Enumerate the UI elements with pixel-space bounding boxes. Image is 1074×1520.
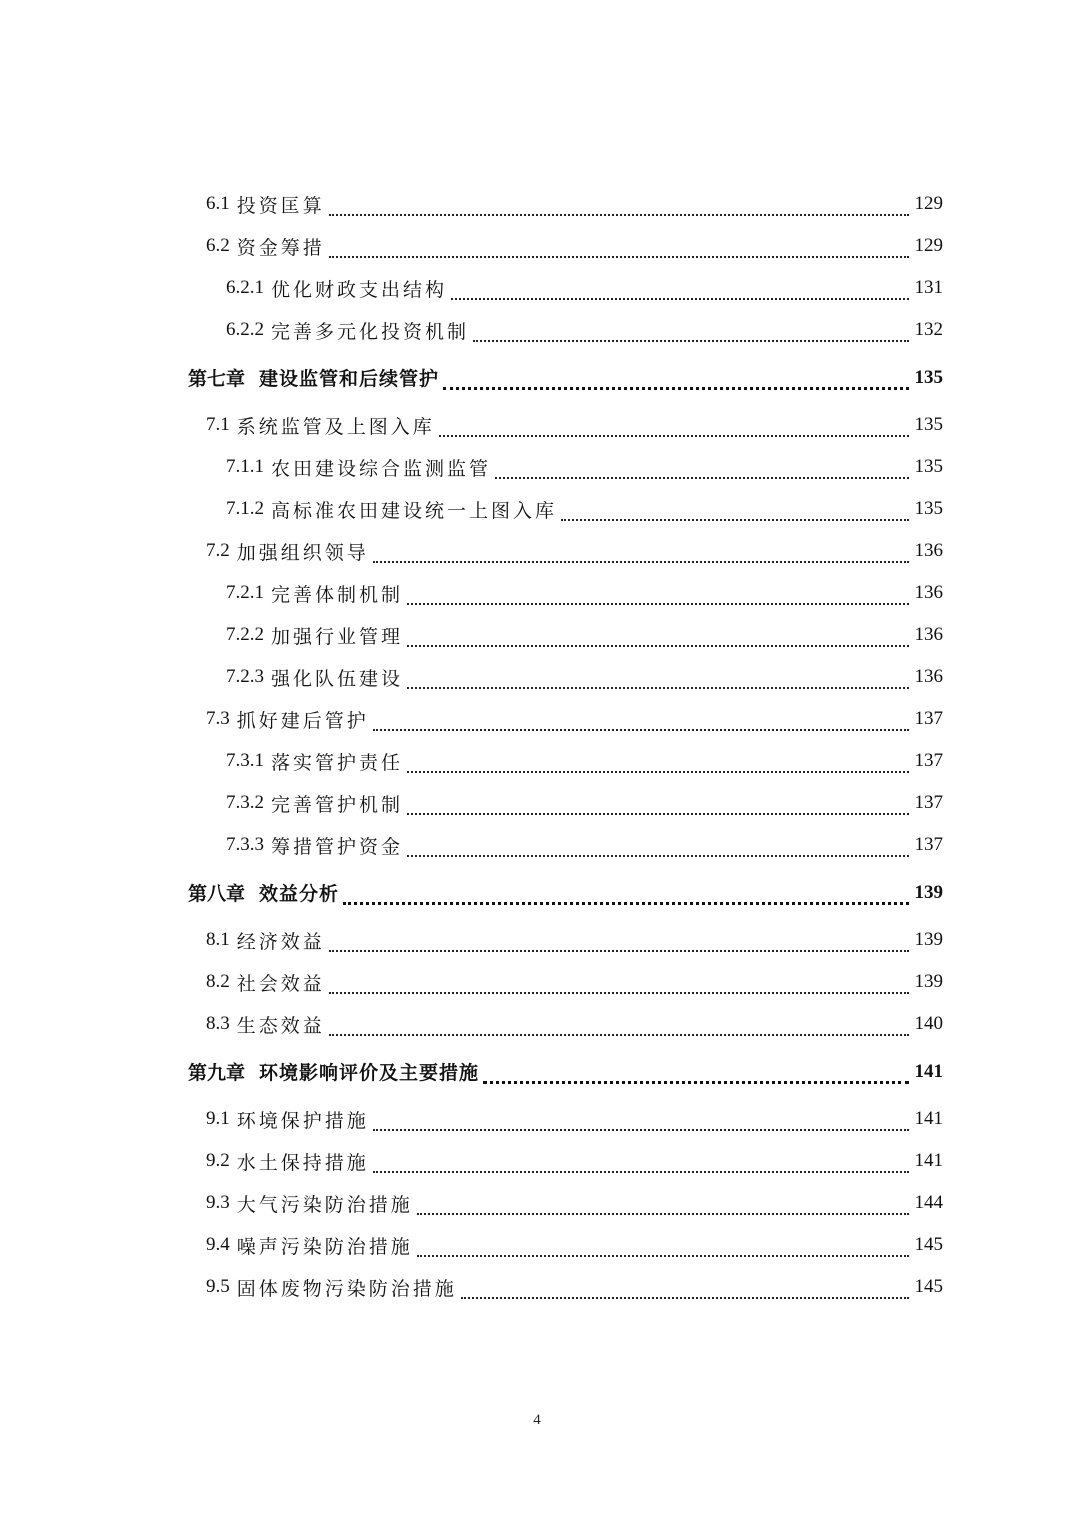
- toc-section-row[interactable]: [0, 919, 1074, 961]
- toc-entry-number: 7.1: [206, 414, 230, 435]
- toc-dot-leader: [343, 888, 909, 905]
- toc-entry-title: 经济效益: [236, 930, 325, 953]
- toc-dot-leader: [329, 978, 909, 994]
- toc-page-number: 137: [914, 750, 943, 771]
- toc-section-row[interactable]: [0, 1098, 1074, 1140]
- toc-subsection-row[interactable]: [0, 309, 1074, 351]
- toc-entry-title: 筹措管护资金: [271, 835, 404, 858]
- toc-page-number: 145: [914, 1234, 943, 1255]
- toc-subsection-row[interactable]: [0, 740, 1074, 782]
- toc-chapter-row[interactable]: [0, 351, 1074, 404]
- toc-page-number: 141: [914, 1108, 943, 1129]
- toc-entry-title: 生态效益: [236, 1014, 325, 1037]
- toc-page-number: 137: [914, 792, 943, 813]
- toc-entry-title: 投资匡算: [236, 194, 325, 217]
- toc-entry-title: 强化队伍建设: [271, 667, 404, 690]
- toc-subsection-row[interactable]: [0, 782, 1074, 824]
- toc-entry-title: 完善管护机制: [271, 793, 404, 816]
- toc-section-row[interactable]: [0, 404, 1074, 446]
- toc-page-number: 129: [914, 193, 943, 214]
- toc-page-number: 139: [914, 971, 943, 992]
- toc-page-number: 136: [914, 624, 943, 645]
- toc-entry-title: 系统监管及上图入库: [236, 415, 435, 438]
- toc-page-number: 136: [914, 540, 943, 561]
- toc-dot-leader: [373, 547, 909, 563]
- toc-dot-leader: [439, 421, 909, 437]
- toc-entry-number: 7.1.2: [226, 498, 264, 519]
- toc-dot-leader: [329, 200, 909, 216]
- toc-subsection-row[interactable]: [0, 824, 1074, 866]
- toc-entry-title: 资金筹措: [236, 236, 325, 259]
- toc-entry-title: 建设监管和后续管护: [259, 368, 440, 390]
- page-number: 4: [533, 1412, 541, 1428]
- toc-dot-leader: [417, 1241, 909, 1257]
- toc-chapter-row[interactable]: [0, 1045, 1074, 1098]
- toc-page-number: 135: [914, 366, 943, 388]
- toc-entry-number: 7.3.3: [226, 834, 264, 855]
- toc-entry-number: 7.1.1: [226, 456, 264, 477]
- toc-dot-leader: [451, 284, 909, 300]
- toc-subsection-row[interactable]: [0, 614, 1074, 656]
- toc-dot-leader: [495, 463, 909, 479]
- toc-entry-number: 9.1: [206, 1108, 230, 1129]
- toc-entry-number: 9.2: [206, 1150, 230, 1171]
- toc-subsection-row[interactable]: [0, 572, 1074, 614]
- toc-entry-number: 7.3: [206, 708, 230, 729]
- toc-entry-number: 第七章: [188, 369, 246, 390]
- toc-entry-title: 高标准农田建设统一上图入库: [271, 499, 558, 522]
- toc-entry-number: 7.2.2: [226, 624, 264, 645]
- toc-entry-number: 7.2.1: [226, 582, 264, 603]
- toc-entry-title: 水土保持措施: [236, 1151, 369, 1174]
- toc-entry-number: 8.2: [206, 971, 230, 992]
- toc-dot-leader: [561, 505, 909, 521]
- toc-subsection-row[interactable]: [0, 267, 1074, 309]
- toc-dot-leader: [329, 1020, 909, 1036]
- toc-entry-number: 7.2.3: [226, 666, 264, 687]
- toc-dot-leader: [407, 799, 909, 815]
- toc-page-number: 139: [914, 881, 943, 903]
- toc-page-number: 135: [914, 414, 943, 435]
- table-of-contents: [0, 183, 1074, 1308]
- toc-entry-title: 农田建设综合监测监管: [271, 457, 492, 480]
- toc-page-number: 145: [914, 1276, 943, 1297]
- toc-section-row[interactable]: [0, 183, 1074, 225]
- toc-entry-number: 6.2: [206, 235, 230, 256]
- toc-entry-title: 大气污染防治措施: [236, 1193, 413, 1216]
- toc-entry-title: 优化财政支出结构: [271, 278, 448, 301]
- toc-entry-title: 落实管护责任: [271, 751, 404, 774]
- toc-entry-title: 完善体制机制: [271, 583, 404, 606]
- toc-section-row[interactable]: [0, 1266, 1074, 1308]
- toc-entry-title: 噪声污染防治措施: [236, 1235, 413, 1258]
- toc-dot-leader: [373, 1157, 909, 1173]
- toc-section-row[interactable]: [0, 1224, 1074, 1266]
- toc-entry-title: 环境影响评价及主要措施: [259, 1062, 480, 1084]
- toc-page-number: 144: [914, 1192, 943, 1213]
- toc-section-row[interactable]: [0, 1140, 1074, 1182]
- toc-entry-number: 7.3.2: [226, 792, 264, 813]
- toc-entry-title: 环境保护措施: [236, 1109, 369, 1132]
- toc-dot-leader: [461, 1283, 909, 1299]
- toc-dot-leader: [407, 673, 909, 689]
- toc-entry-number: 6.2.2: [226, 319, 264, 340]
- toc-page-number: 129: [914, 235, 943, 256]
- toc-page-number: 131: [914, 277, 943, 298]
- toc-dot-leader: [329, 242, 909, 258]
- toc-page-number: 136: [914, 582, 943, 603]
- toc-page-number: 139: [914, 929, 943, 950]
- toc-entry-number: 第八章: [188, 884, 246, 905]
- toc-entry-number: 6.1: [206, 193, 230, 214]
- toc-dot-leader: [373, 715, 909, 731]
- toc-subsection-row[interactable]: [0, 446, 1074, 488]
- toc-page-number: 135: [914, 456, 943, 477]
- toc-chapter-row[interactable]: [0, 866, 1074, 919]
- toc-entry-title: 固体废物污染防治措施: [236, 1277, 457, 1300]
- toc-entry-title: 社会效益: [236, 972, 325, 995]
- toc-entry-number: 8.1: [206, 929, 230, 950]
- toc-dot-leader: [417, 1199, 909, 1215]
- toc-dot-leader: [443, 373, 909, 390]
- toc-entry-title: 效益分析: [259, 883, 340, 905]
- toc-entry-title: 抓好建后管护: [236, 709, 369, 732]
- toc-dot-leader: [483, 1067, 909, 1084]
- toc-subsection-row[interactable]: [0, 656, 1074, 698]
- toc-section-row[interactable]: [0, 1003, 1074, 1045]
- toc-entry-number: 6.2.1: [226, 277, 264, 298]
- toc-entry-number: 第九章: [188, 1063, 246, 1084]
- toc-subsection-row[interactable]: [0, 488, 1074, 530]
- toc-entry-number: 9.3: [206, 1192, 230, 1213]
- toc-dot-leader: [373, 1115, 909, 1131]
- toc-entry-number: 7.3.1: [226, 750, 264, 771]
- toc-section-row[interactable]: [0, 225, 1074, 267]
- toc-section-row[interactable]: [0, 530, 1074, 572]
- toc-dot-leader: [407, 589, 909, 605]
- toc-entry-title: 完善多元化投资机制: [271, 320, 470, 343]
- toc-page-number: 135: [914, 498, 943, 519]
- toc-section-row[interactable]: [0, 1182, 1074, 1224]
- toc-section-row[interactable]: [0, 961, 1074, 1003]
- toc-entry-title: 加强行业管理: [271, 625, 404, 648]
- toc-dot-leader: [473, 326, 909, 342]
- toc-dot-leader: [407, 841, 909, 857]
- toc-entry-number: 9.4: [206, 1234, 230, 1255]
- toc-page-number: 137: [914, 708, 943, 729]
- toc-page-number: 132: [914, 319, 943, 340]
- toc-page-number: 140: [914, 1013, 943, 1034]
- toc-dot-leader: [329, 936, 909, 952]
- toc-section-row[interactable]: [0, 698, 1074, 740]
- toc-entry-number: 8.3: [206, 1013, 230, 1034]
- toc-page-number: 136: [914, 666, 943, 687]
- toc-dot-leader: [407, 631, 909, 647]
- toc-page-number: 137: [914, 834, 943, 855]
- toc-entry-title: 加强组织领导: [236, 541, 369, 564]
- toc-page-number: 141: [914, 1150, 943, 1171]
- toc-entry-number: 9.5: [206, 1276, 230, 1297]
- toc-dot-leader: [407, 757, 909, 773]
- toc-page-number: 141: [914, 1060, 943, 1082]
- toc-entry-number: 7.2: [206, 540, 230, 561]
